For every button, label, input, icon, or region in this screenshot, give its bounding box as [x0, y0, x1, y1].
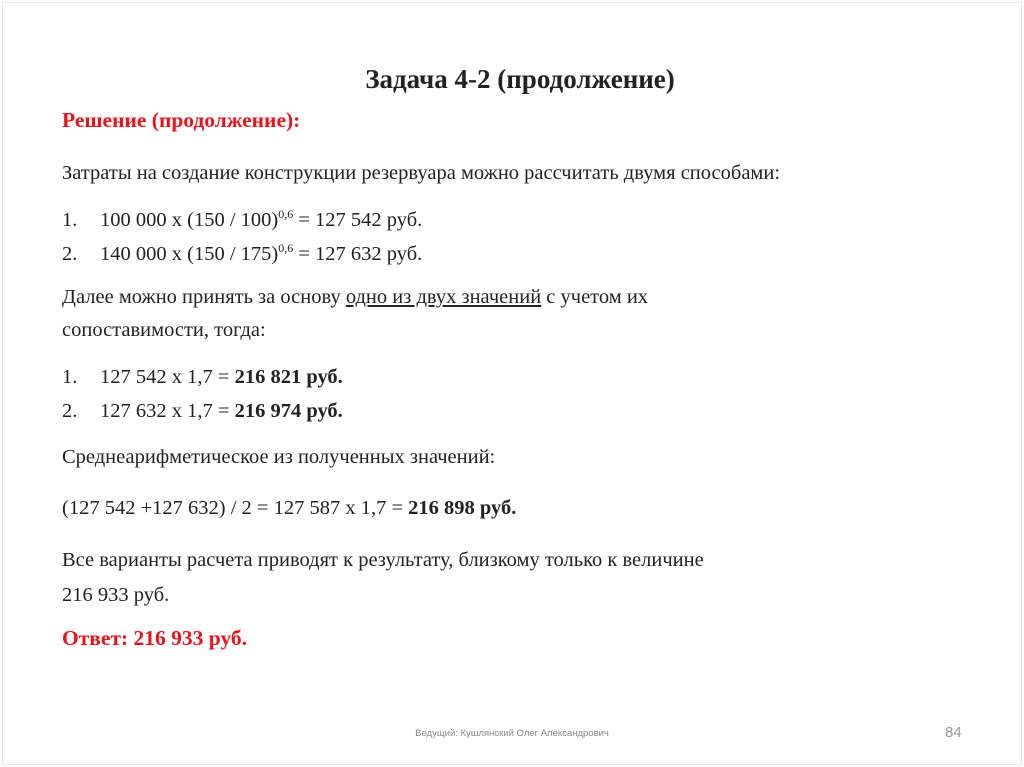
- page-number: 84: [945, 724, 962, 741]
- footer-presenter: Ведущий: Кушлянский Олег Александрович: [415, 728, 609, 739]
- solution-heading: Решение (продолжение):: [62, 108, 301, 132]
- intro-text: Затраты на создание конструкции резервуара можно рассчитать двумя способами:: [62, 162, 781, 184]
- average-label: Среднеарифметическое из полученных значений:: [62, 446, 496, 468]
- basis-line-1: Далее можно принять за основу одно из двух значений с учетом их: [62, 286, 649, 308]
- answer: Ответ: 216 933 руб.: [62, 626, 248, 650]
- conclusion-line-2: 216 933 руб.: [62, 584, 170, 606]
- conclusion-line-1: Все варианты расчета приводят к результату, близкому только к величине: [62, 549, 704, 571]
- basis-line-2: сопоставимости, тогда:: [62, 319, 266, 341]
- method-2: 2. 140 000 х (150 / 175)$^{0,6}$ = 127 632 руб.: [62, 241, 423, 265]
- adjusted-1: 1. 127 542 х 1,7 = 216 821 руб.: [62, 366, 343, 388]
- adjusted-2: 2. 127 632 х 1,7 = 216 974 руб.: [62, 400, 343, 422]
- average-calculation: (127 542 +127 632) / 2 = 127 587 х 1,7 = 216 898 руб.: [62, 497, 517, 519]
- slide-title: Задача 4-2 (продолжение): [365, 64, 675, 94]
- method-1: 1. 100 000 х (150 / 100)$^{0,6}$ = 127 542 руб.: [62, 207, 423, 231]
